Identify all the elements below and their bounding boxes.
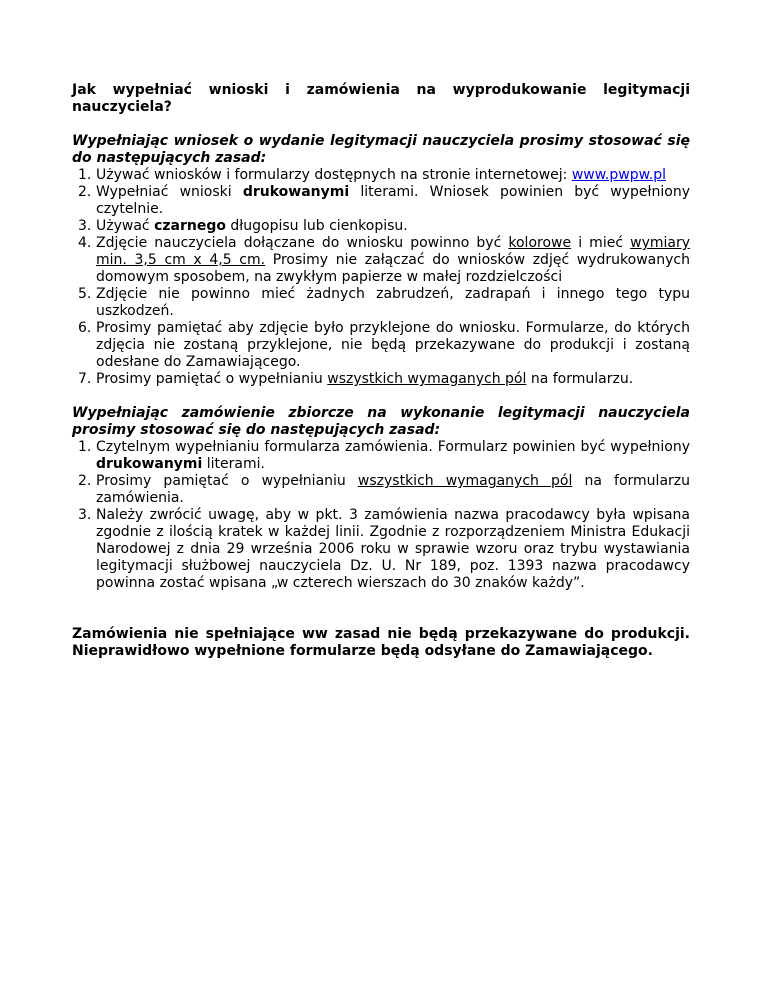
list-text: długopisu lub cienkopisu. [225, 218, 408, 234]
list-text: i mieć [571, 235, 631, 251]
list-number: 6. [78, 320, 92, 336]
rules-list-zamowienie [72, 439, 690, 592]
list-number: 3. [78, 218, 92, 234]
underlined-text: kolorowe [508, 235, 572, 251]
underlined-text: wymiary min. 3,5 cm x 4,5 cm. [96, 235, 691, 268]
list-item [72, 286, 690, 320]
list-item [72, 439, 690, 473]
underlined-text: wszystkich wymaganych pól [327, 371, 527, 387]
section-heading-zamowienie: Wypełniając zamówienie zbiorcze na wykonanie legitymacji nauczyciela prosimy stosować się do następujących zasad: [72, 405, 690, 438]
list-item [72, 167, 690, 184]
list-item [72, 235, 690, 286]
list-text: Wypełniać wnioski [96, 184, 243, 200]
list-text: na formularzu. [526, 371, 634, 387]
list-text: Prosimy nie załączać do wniosków zdjęć wydrukowanych domowym sposobem, na zwykłym papierze w małej rozdzielczości [96, 252, 690, 285]
spacer [72, 388, 690, 405]
list-number: 3. [78, 507, 92, 523]
list-number: 2. [78, 184, 92, 200]
list-number: 1. [78, 167, 92, 183]
list-text: Prosimy pamiętać o wypełnianiu [96, 371, 328, 387]
spacer [72, 592, 690, 626]
list-item [72, 371, 690, 388]
pwpw-link[interactable]: www.pwpw.pl [571, 167, 666, 183]
list-text: literami. Wniosek powinien być wypełniony czytelnie. [96, 184, 690, 217]
bold-text: czarnego [154, 218, 226, 234]
list-number: 7. [78, 371, 92, 387]
list-text: na formularzu zamówienia. [96, 473, 690, 506]
list-number: 1. [78, 439, 92, 455]
list-number: 2. [78, 473, 92, 489]
list-item [72, 320, 690, 371]
section-heading-wniosek: Wypełniając wniosek o wydanie legitymacji nauczyciela prosimy stosować się do następujących zasad: [72, 133, 690, 166]
document-page [72, 82, 690, 660]
list-text: Czytelnym wypełnianiu formularza zamówienia. Formularz powinien być wypełniony [96, 439, 690, 455]
list-text: Należy zwrócić uwagę, aby w pkt. 3 zamówienia nazwa pracodawcy była wpisana zgodnie z ilością kratek w każdej linii. Zgodnie z rozporządzeniem Ministra Edukacji Narodowej z dnia 29 września 2006 roku w sprawie wzoru oraz trybu wystawiania legitymacji służbowej nauczyciela Dz. U. Nr 189, poz. 1393 nazwa pracodawcy powinna zostać wpisana „w czterech wierszach do 30 znaków każdy”. [96, 507, 690, 591]
list-text: Zdjęcie nie powinno mieć żadnych zabrudzeń, zadrapań i innego tego typu uszkodzeń. [96, 286, 690, 319]
underlined-text: wszystkich wymaganych pól [357, 473, 573, 489]
document-title: Jak wypełniać wnioski i zamówienia na wyprodukowanie legitymacji nauczyciela? [72, 82, 690, 115]
list-number: 5. [78, 286, 92, 302]
list-item [72, 473, 690, 507]
final-note: Zamówienia nie spełniające ww zasad nie będą przekazywane do produkcji. Nieprawidłowo wypełnione formularze będą odsyłane do Zamawiającego. [72, 626, 690, 659]
list-item [72, 218, 690, 235]
bold-text: drukowanymi [242, 184, 350, 200]
list-text: Używać wniosków i formularzy dostępnych na stronie internetowej: [96, 167, 572, 183]
list-text: Używać [96, 218, 155, 234]
list-item [72, 507, 690, 592]
list-text: literami. [202, 456, 265, 472]
list-text: Prosimy pamiętać aby zdjęcie było przyklejone do wniosku. Formularze, do których zdjęcia nie zostaną przyklejone, nie będą przekazywane do produkcji i zostaną odesłane do Zamawiającego. [96, 320, 690, 370]
list-number: 4. [78, 235, 92, 251]
list-text: Zdjęcie nauczyciela dołączane do wniosku powinno być [96, 235, 509, 251]
rules-list-wniosek [72, 167, 690, 388]
list-item [72, 184, 690, 218]
bold-text: drukowanymi [96, 456, 203, 472]
list-text: Prosimy pamiętać o wypełnianiu [96, 473, 358, 489]
